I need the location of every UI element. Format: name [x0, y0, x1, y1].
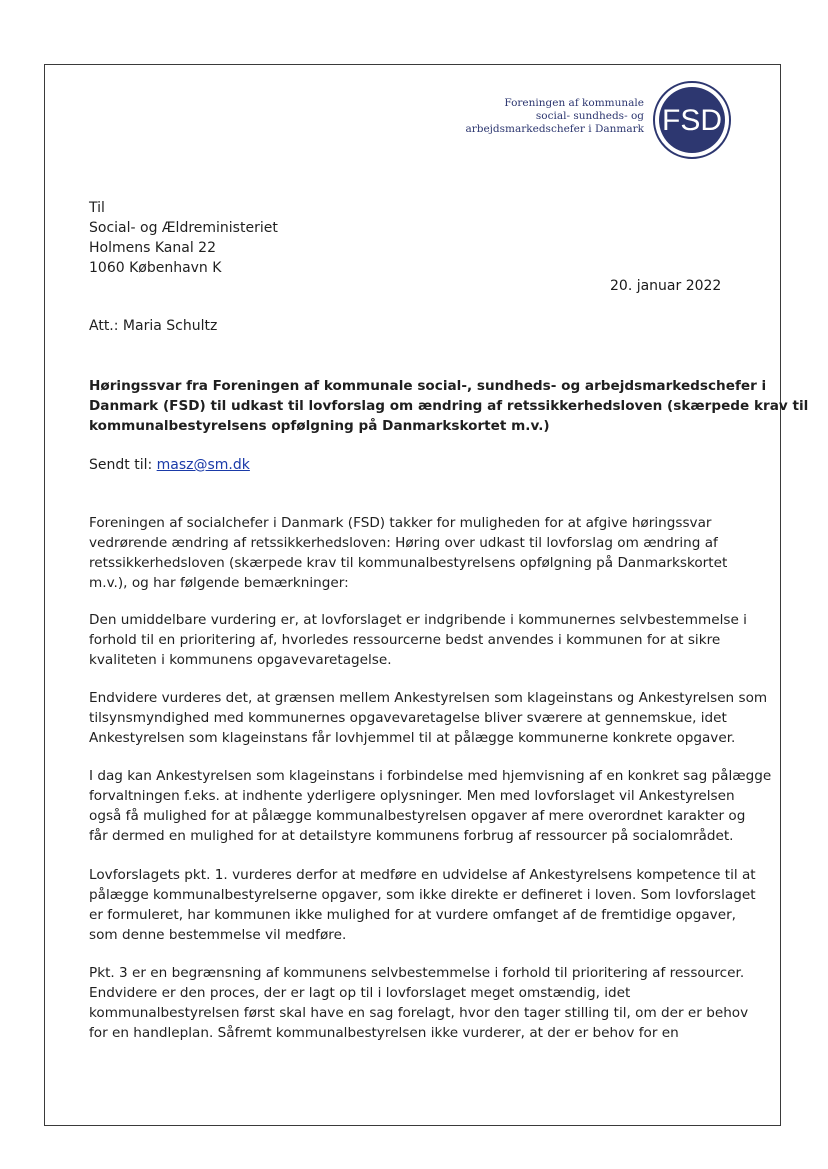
recipient-address: [89, 198, 278, 278]
body-paragraph: [89, 865, 756, 945]
recipient-street: Holmens Kanal 22: [89, 240, 216, 256]
body-paragraph: [89, 610, 747, 670]
paragraph-line: for en handleplan. Såfremt kommunalbestyrelsen ikke vurderer, at der er behov for en: [89, 1025, 679, 1041]
subject-heading: [89, 376, 808, 436]
paragraph-line: Pkt. 3 er en begrænsning af kommunens selvbestemmelse i forhold til prioritering af ressourcer.: [89, 965, 745, 981]
paragraph-line: Ankestyrelsen som klageinstans får lovhjemmel til at pålægge kommunerne konkrete opgaver.: [89, 730, 736, 746]
letterhead-line: social- sundheds- og: [535, 110, 644, 122]
paragraph-line: er formuleret, har kommunen ikke mulighed for at vurdere omfanget af de fremtidige opgaver,: [89, 907, 736, 923]
paragraph-line: Foreningen af socialchefer i Danmark (FSD) takker for muligheden for at afgive høringssvar: [89, 515, 712, 531]
paragraph-line: får dermed en mulighed for at detailstyre kommunens forbrug af ressourcer på socialområdet.: [89, 828, 734, 844]
sent-to-label: Sendt til:: [89, 457, 157, 473]
paragraph-line: I dag kan Ankestyrelsen som klageinstans i forbindelse med hjemvisning af en konkret sag pålægge: [89, 768, 772, 784]
paragraph-line: Endvidere vurderes det, at grænsen mellem Ankestyrelsen som klageinstans og Ankestyrelsen som: [89, 690, 768, 706]
subject-line: Høringssvar fra Foreningen af kommunale social-, sundheds- og arbejdsmarkedschefer i: [89, 378, 767, 394]
paragraph-line: Lovforslagets pkt. 1. vurderes derfor at medføre en udvidelse af Ankestyrelsens kompetence til at: [89, 867, 756, 883]
recipient-city: 1060 København K: [89, 260, 222, 276]
paragraph-line: tilsynsmyndighed med kommunernes opgavevaretagelse bliver sværere at gennemskue, idet: [89, 710, 727, 726]
paragraph-line: kommunalbestyrelsen først skal have en sag forelagt, hvor den tager stilling til, om der er behov: [89, 1005, 749, 1021]
body-paragraph: [89, 688, 767, 748]
paragraph-line: Den umiddelbare vurdering er, at lovforslaget er indgribende i kommunernes selvbestemmelse i: [89, 612, 747, 628]
paragraph-line: som denne bestemmelse vil medføre.: [89, 927, 347, 943]
recipient-org: Social- og Ældreministeriet: [89, 220, 278, 236]
paragraph-line: m.v.), og har følgende bemærkninger:: [89, 575, 349, 591]
body-paragraph: [89, 766, 771, 846]
subject-line: kommunalbestyrelsens opfølgning på Danmarkskortet m.v.): [89, 418, 550, 434]
fsd-logo-emblem-text: FSD: [662, 104, 722, 137]
fsd-logo-seal: [652, 80, 732, 160]
body-paragraph: [89, 513, 727, 593]
letterhead-text: [465, 97, 644, 136]
letterhead-line: arbejdsmarkedschefer i Danmark: [465, 123, 644, 135]
paragraph-line: forhold til en prioritering af, hvorledes ressourcerne bedst anvendes i kommunen for at sikre: [89, 632, 721, 648]
paragraph-line: pålægge kommunalbestyrelserne opgaver, som ikke direkte er defineret i loven. Som lovforslaget: [89, 887, 756, 903]
paragraph-line: vedrørende ændring af retssikkerhedsloven: Høring over udkast til lovforslag om ændring af: [89, 535, 718, 551]
paragraph-line: Endvidere er den proces, der er lagt op til i lovforslaget meget omstændig, idet: [89, 985, 631, 1001]
subject-line: Danmark (FSD) til udkast til lovforslag om ændring af retssikkerhedsloven (skærpede krav til: [89, 398, 809, 414]
paragraph-line: kvaliteten i kommunens opgavevaretagelse.: [89, 652, 392, 668]
paragraph-line: forvaltningen f.eks. at indhente yderligere oplysninger. Men med lovforslaget vil Ankestyrelsen: [89, 788, 735, 804]
recipient-to: Til: [89, 200, 105, 216]
paragraph-line: retssikkerhedsloven (skærpede krav til kommunalbestyrelsens opfølgning på Danmarkskortet: [89, 555, 728, 571]
sent-to-line: [89, 455, 250, 475]
letter-date: 20. januar 2022: [610, 278, 722, 294]
letterhead-line: Foreningen af kommunale: [504, 97, 644, 109]
body-paragraph: [89, 963, 748, 1043]
sent-to-email-link[interactable]: masz@sm.dk: [156, 457, 250, 473]
paragraph-line: også få mulighed for at pålægge kommunalbestyrelsen opgaver af mere overordnet karakter og: [89, 808, 746, 824]
attention-line: Att.: Maria Schultz: [89, 318, 218, 334]
